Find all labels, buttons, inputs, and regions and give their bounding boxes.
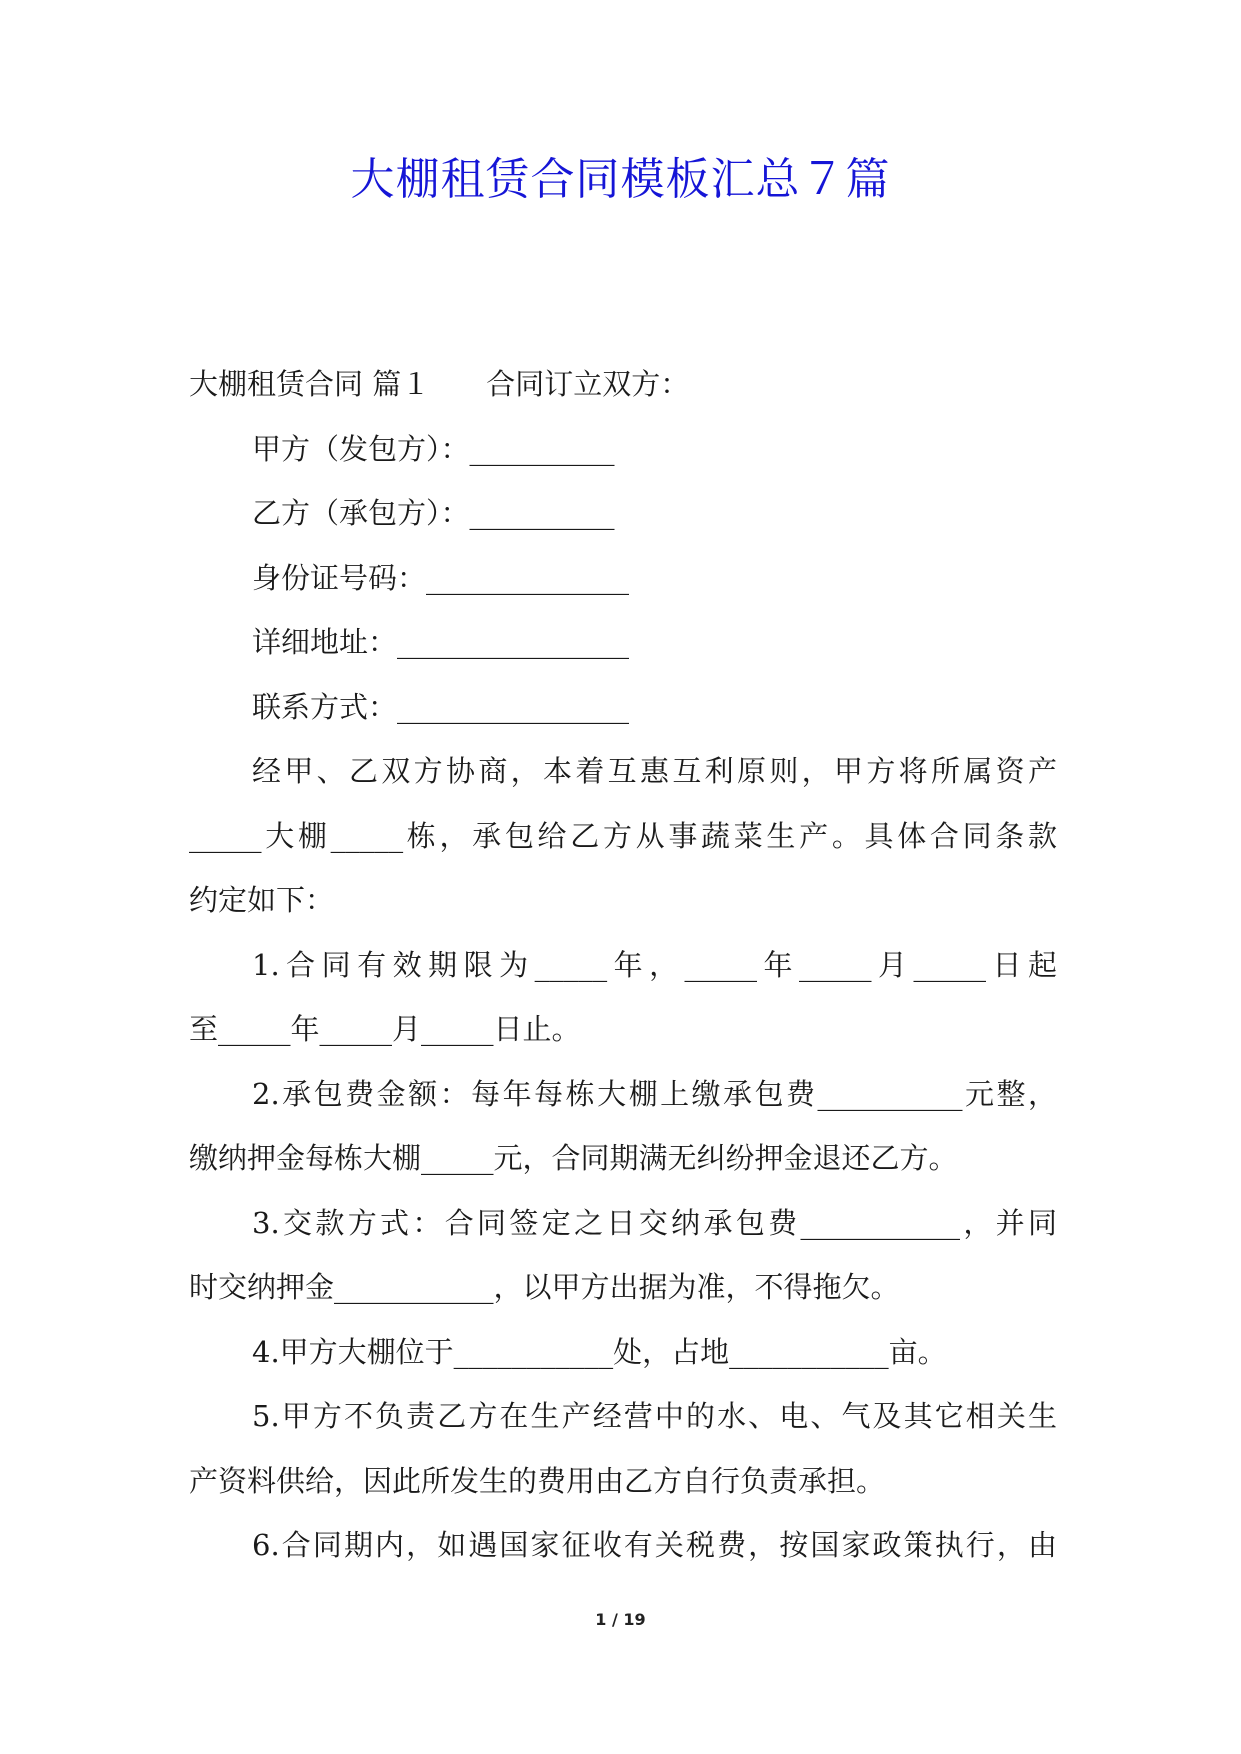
clause-2-line: 2.承包费金额：每年每栋大棚上缴承包费__________元整， xyxy=(252,1076,1057,1111)
clause-3-line: 3.交款方式：合同签定之日交纳承包费___________，并同 xyxy=(252,1205,1057,1240)
clause-5-line: 产资料供给，因此所发生的费用由乙方自行负责承担。 xyxy=(189,1463,886,1498)
id-number-line: 身份证号码：______________ xyxy=(252,560,630,595)
contract-parties-label: 合同订立双方： xyxy=(486,367,690,401)
contact-line: 联系方式：________________ xyxy=(252,689,630,724)
clause-2-line: 缴纳押金每栋大棚_____元，合同期满无纠纷押金退还乙方。 xyxy=(189,1141,958,1175)
document-body xyxy=(189,352,1057,1578)
clause-1-line: 1.合同有效期限为_____年，_____年_____月_____日起 xyxy=(252,947,1057,982)
clause-3-line: 时交纳押金___________，以甲方出据为准，不得拖欠。 xyxy=(189,1270,900,1304)
body-line: _____大棚_____栋，承包给乙方从事蔬菜生产。具体合同条款 xyxy=(189,818,1057,853)
clause-5-line: 5.甲方不负责乙方在生产经营中的水、电、气及其它相关生 xyxy=(252,1399,1057,1433)
page-number: 1 / 19 xyxy=(595,1610,646,1629)
body-line: 约定如下： xyxy=(189,883,335,917)
party-a-line: 甲方（发包方）：__________ xyxy=(252,431,615,466)
contract-heading xyxy=(189,352,1057,417)
party-b-line: 乙方（承包方）：__________ xyxy=(252,496,615,530)
body-line: 经甲、乙双方协商，本着互惠互利原则，甲方将所属资产 xyxy=(252,754,1057,788)
clause-4-line: 4.甲方大棚位于___________处，占地___________亩。 xyxy=(252,1334,947,1369)
document-title: 大棚租赁合同模板汇总７篇 xyxy=(350,154,891,205)
address-line: 详细地址：________________ xyxy=(252,625,630,659)
contract-section-label: 大棚租赁合同 篇１ xyxy=(189,367,431,401)
clause-1-line: 至_____年_____月_____日止。 xyxy=(189,1012,581,1046)
clause-6-line: 6.合同期内，如遇国家征收有关税费，按国家政策执行，由 xyxy=(252,1528,1057,1562)
